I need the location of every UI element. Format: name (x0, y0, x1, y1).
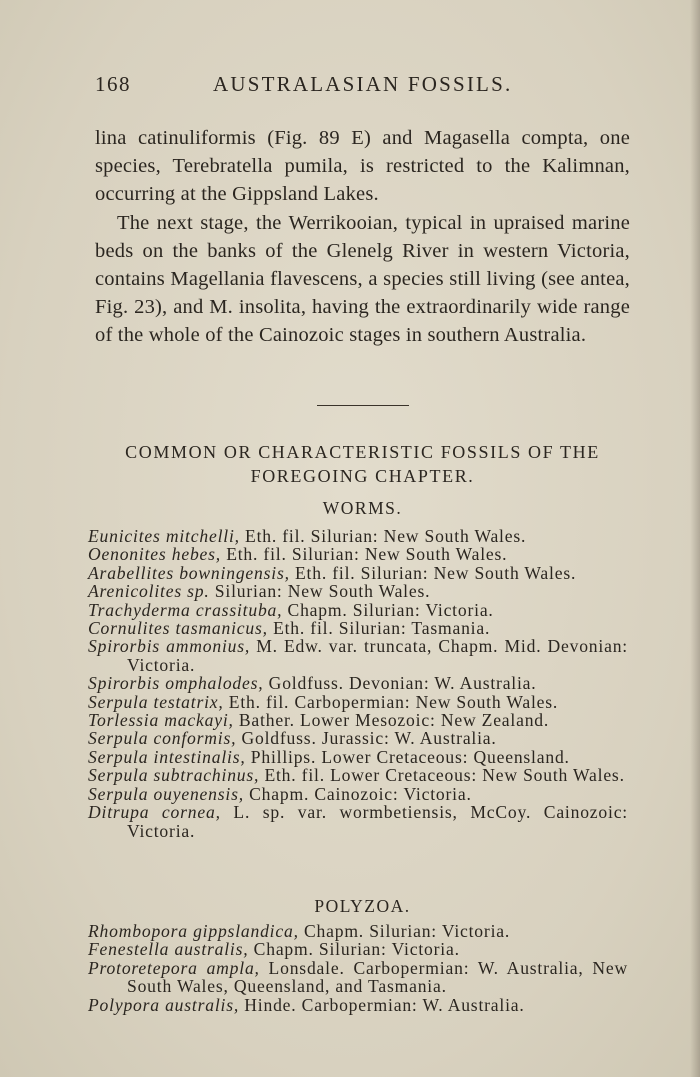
species-name: Serpula ouyenensis, (88, 783, 244, 804)
polyzoa-list (88, 922, 628, 1014)
page-edge-shadow (690, 0, 700, 1077)
species-details: Lonsdale. Carbopermian: W. Australia, New South Wales, Queensland, and Tasmania. (127, 957, 629, 997)
species-details: Eth. fil. Carbopermian: New South Wales. (223, 691, 559, 712)
polyzoa-entry (88, 959, 628, 996)
worms-entry (88, 545, 628, 563)
polyzoa-entry (88, 922, 628, 940)
worms-entry (88, 637, 628, 674)
species-details: M. Edw. var. truncata, Chapm. Mid. Devonian: Victoria. (127, 636, 628, 675)
worms-entry (88, 711, 628, 729)
worms-entry (88, 582, 628, 600)
section-title (95, 440, 630, 488)
species-details: Eth. fil. Silurian: Tasmania. (267, 618, 491, 639)
species-details: Goldfuss. Devonian: W. Australia. (263, 673, 537, 694)
worms-entry (88, 619, 628, 637)
species-name: Serpula intestinalis, (88, 746, 246, 767)
species-details: Eth. fil. Lower Cretaceous: New South Wales. (259, 765, 625, 786)
worms-entry (88, 803, 628, 840)
section-title-line-1: COMMON OR CHARACTERISTIC FOSSILS OF THE (125, 442, 600, 462)
species-name: Serpula testatrix, (88, 691, 224, 712)
species-details: L. sp. var. wormbetiensis, McCoy. Cainozoic: Victoria. (127, 802, 628, 841)
worms-entry (88, 748, 628, 766)
section-title-line-2: FOREGOING CHAPTER. (250, 466, 475, 486)
polyzoa-entry (88, 940, 628, 958)
page-header (95, 72, 615, 106)
species-name: Cornulites tasmanicus, (88, 618, 268, 639)
species-details: Chapm. Cainozoic: Victoria. (243, 783, 472, 804)
species-name: Arabellites bowningensis, (88, 562, 290, 583)
species-name: Torlessia mackayi, (88, 710, 234, 731)
species-name: Spirorbis omphalodes, (88, 673, 264, 694)
species-name: Protoretepora ampla, (88, 957, 260, 978)
worms-entry (88, 766, 628, 784)
worms-heading: WORMS. (322, 498, 403, 518)
species-name: Ditrupa cornea, (88, 802, 221, 823)
species-details: Chapm. Silurian: Victoria. (298, 921, 511, 941)
worms-entry (88, 674, 628, 692)
species-details: Chapm. Silurian: Victoria. (248, 939, 460, 960)
species-details: Phillips. Lower Cretaceous: Queensland. (245, 746, 570, 767)
worms-entry (88, 729, 628, 747)
species-details: Bather. Lower Mesozoic: New Zealand. (233, 710, 550, 731)
worms-entry (88, 601, 628, 619)
paragraph-continuation: lina catinuliformis (Fig. 89 E) and Magasella compta, one species, Terebratella pumila, is restricted to the Kalimnan, occurring at the Gippsland Lakes. (95, 127, 630, 206)
species-details: Eth. fil. Silurian: New South Wales. (289, 562, 577, 583)
worms-entry (88, 785, 628, 803)
paragraph-werrikooian: The next stage, the Werrikooian, typical in upraised marine beds on the banks of the Glenelg River in western Victoria, contains Magellania flavescens, a species still living (see antea, Fig. 23), and M. insolita, having the extraordinarily wide range of the whole of the Cainozoic stages in southern Australia. (95, 211, 630, 347)
species-name: Trachyderma crassituba, (88, 599, 283, 620)
species-details: Chapm. Silurian: Victoria. (282, 599, 494, 620)
species-details: Goldfuss. Jurassic: W. Australia. (236, 728, 497, 749)
species-name: Arenicolites sp. (88, 581, 210, 602)
worms-entry (88, 564, 628, 582)
polyzoa-entry (88, 996, 628, 1014)
species-name: Polypora australis, (88, 994, 240, 1015)
worms-list (88, 527, 628, 840)
worms-entry (88, 693, 628, 711)
species-name: Serpula conformis, (88, 728, 237, 749)
polyzoa-heading: POLYZOA. (314, 896, 411, 916)
species-name: Oenonites hebes, (88, 544, 221, 565)
species-details: Eth. fil. Silurian: New South Wales. (239, 526, 527, 546)
section-divider (317, 405, 409, 406)
species-details: Eth. fil. Silurian: New South Wales. (221, 544, 508, 565)
species-details: Silurian: New South Wales. (209, 581, 431, 602)
worms-entry (88, 527, 628, 545)
page-number: 168 (95, 72, 131, 96)
species-details: Hinde. Carbopermian: W. Australia. (239, 994, 525, 1015)
body-text (95, 124, 630, 350)
running-head: AUSTRALASIAN FOSSILS. (213, 72, 513, 96)
species-name: Rhombopora gippslandica, (88, 921, 299, 941)
species-name: Fenestella australis, (88, 939, 249, 960)
species-name: Eunicites mitchelli, (88, 526, 240, 546)
species-name: Spirorbis ammonius, (88, 636, 251, 657)
species-name: Serpula subtrachinus, (88, 765, 260, 786)
